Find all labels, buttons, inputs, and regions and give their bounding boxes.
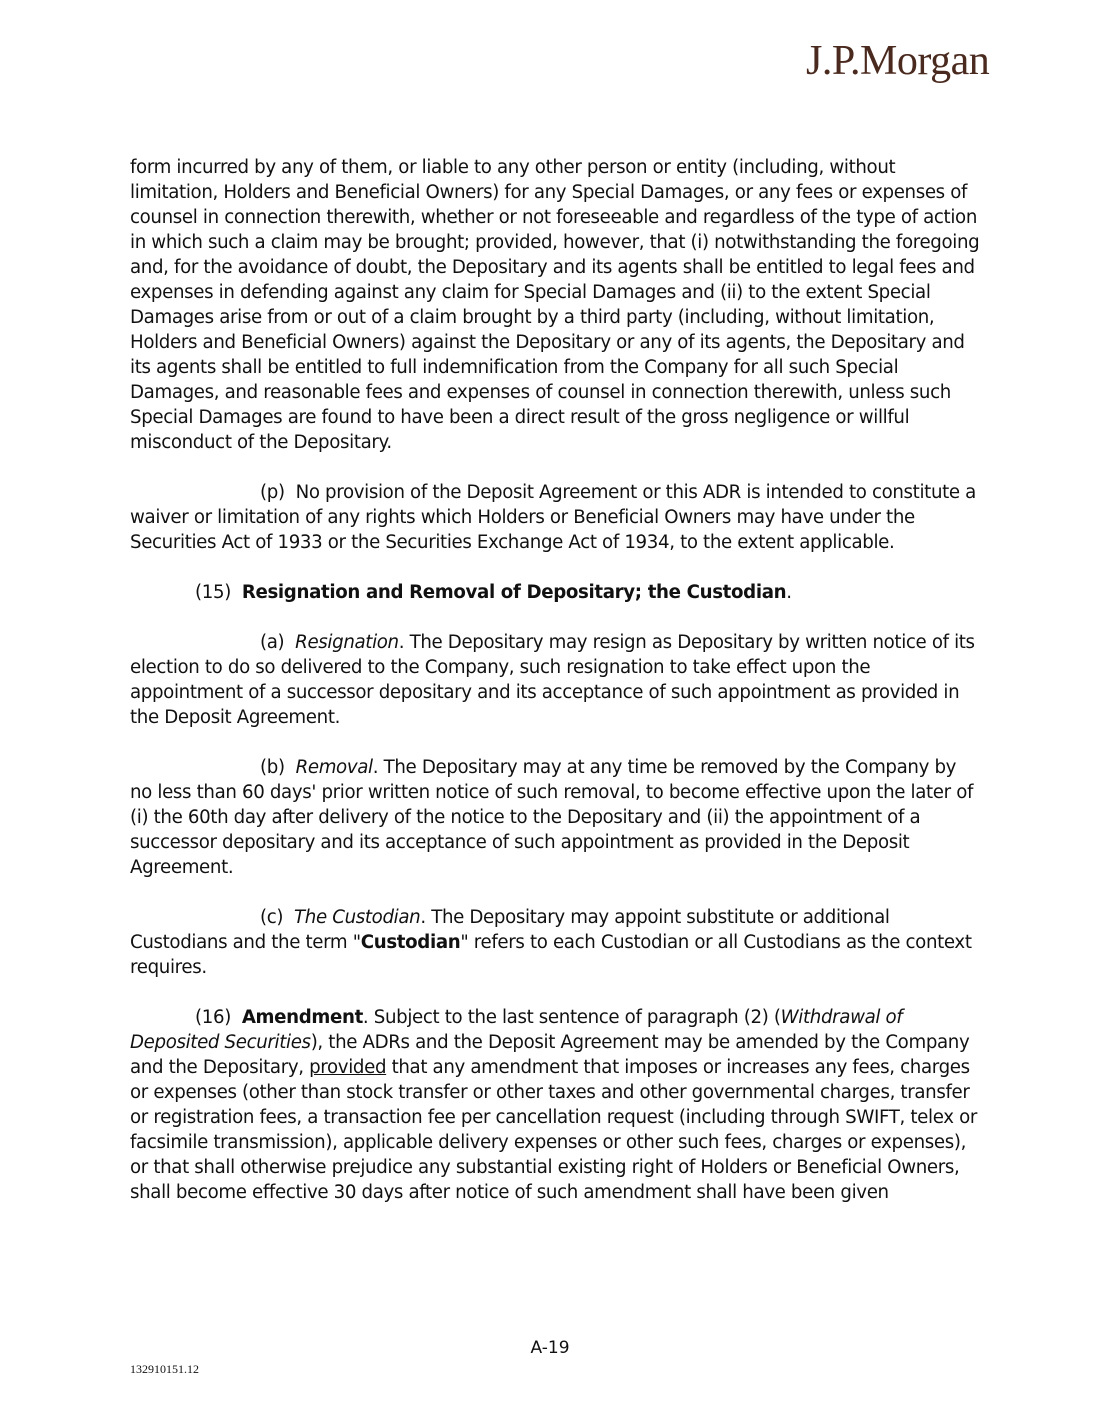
paragraph-title: Resignation — [295, 632, 399, 653]
paragraph-removal — [130, 755, 980, 880]
paragraph-marker: (a) — [260, 632, 285, 653]
page-number: A-19 — [530, 1338, 570, 1358]
paragraph-title: Removal — [295, 757, 373, 778]
paragraph-text: No provision of the Deposit Agreement or this ADR is intended to constitute a waiver or limitation of any rights which Holders or Beneficial Owners may have under the Securities Act of 1933 or the Securities Exchange Act of 1934, to the extent applicable. — [130, 482, 976, 553]
section-title: Amendment — [241, 1007, 363, 1028]
paragraph-marker: (c) — [260, 907, 284, 928]
paragraph-text: . The Depositary may appoint substitute or additional Custodians and the term " — [130, 907, 890, 953]
defined-term: Custodian — [360, 932, 461, 953]
paragraph-text: " refers to each Custodian or all Custodians as the context requires. — [130, 932, 972, 978]
paragraph-text: . The Depositary may at any time be removed by the Company by no less than 60 days' prior written notice of such removal, to become effective upon the later of (i) the 60th day after delivery of the notice to the Depositary and (ii) the appointment of a successor depositary and its acceptance of such appointment as provided in the Deposit Agreement. — [130, 757, 974, 878]
paragraph-p — [130, 480, 980, 555]
document-body — [130, 155, 980, 1230]
paragraph-reference: Withdrawal of Deposited Securities — [130, 1007, 903, 1053]
paragraph-title: The Custodian — [294, 907, 421, 928]
section-title: Resignation and Removal of Depositary; the Custodian — [241, 582, 787, 603]
section-title-period: . — [786, 582, 792, 603]
jpmorgan-logo: J.P.Morgan — [806, 38, 990, 84]
paragraph-text: . The Depositary may resign as Depositary by written notice of its election to do so delivered to the Company, such resignation to take effect upon the appointment of a successor depositary and its acceptance of such appointment as provided in the Deposit Agreement. — [130, 632, 975, 728]
paragraph-text: that any amendment that imposes or increases any fees, charges or expenses (other than stock transfer or other taxes and other governmental charges, transfer or registration fees, a transaction fee per cancellation request (including through SWIFT, telex or facsimile transmission), applicable delivery expenses or other such fees, charges or expenses), or that shall otherwise prejudice any substantial existing right of Holders or Beneficial Owners, shall become effective 30 days after notice of such amendment shall have been given — [130, 1057, 977, 1203]
paragraph-marker: (b) — [260, 757, 285, 778]
paragraph-marker: (p) — [260, 482, 285, 503]
paragraph-resignation — [130, 630, 980, 730]
section-16-amendment — [130, 1005, 980, 1205]
paragraph-continuation: form incurred by any of them, or liable to any other person or entity (including, without limitation, Holders and Beneficial Owners) for any Special Damages, or any fees or expenses of counsel in connection therewith, whether or not foreseeable and regardless of the type of action in which such a claim may be brought; provided, however, that (i) notwithstanding the foregoing and, for the avoidance of doubt, the Depositary and its agents shall be entitled to legal fees and expenses in defending against any claim for Special Damages and (ii) to the extent Special Damages arise from or out of a claim brought by a third party (including, without limitation, Holders and Beneficial Owners) against the Depositary or any of its agents, the Depositary and its agents shall be entitled to full indemnification from the Company for all such Special Damages, and reasonable fees and expenses of counsel in connection therewith, unless such Special Damages are found to have been a direct result of the gross negligence or willful misconduct of the Depositary. — [130, 157, 980, 453]
paragraph-text: ), the ADRs and the Deposit Agreement may be amended by the Company and the Depositary, — [130, 1032, 970, 1078]
section-marker: (15) — [195, 582, 231, 603]
paragraph-text: . Subject to the last sentence of paragraph (2) ( — [362, 1007, 781, 1028]
document-id: 132910151.12 — [130, 1362, 199, 1376]
section-marker: (16) — [195, 1007, 231, 1028]
paragraph-custodian — [130, 905, 980, 980]
underlined-term: provided — [309, 1057, 387, 1078]
section-15-heading — [130, 580, 980, 605]
